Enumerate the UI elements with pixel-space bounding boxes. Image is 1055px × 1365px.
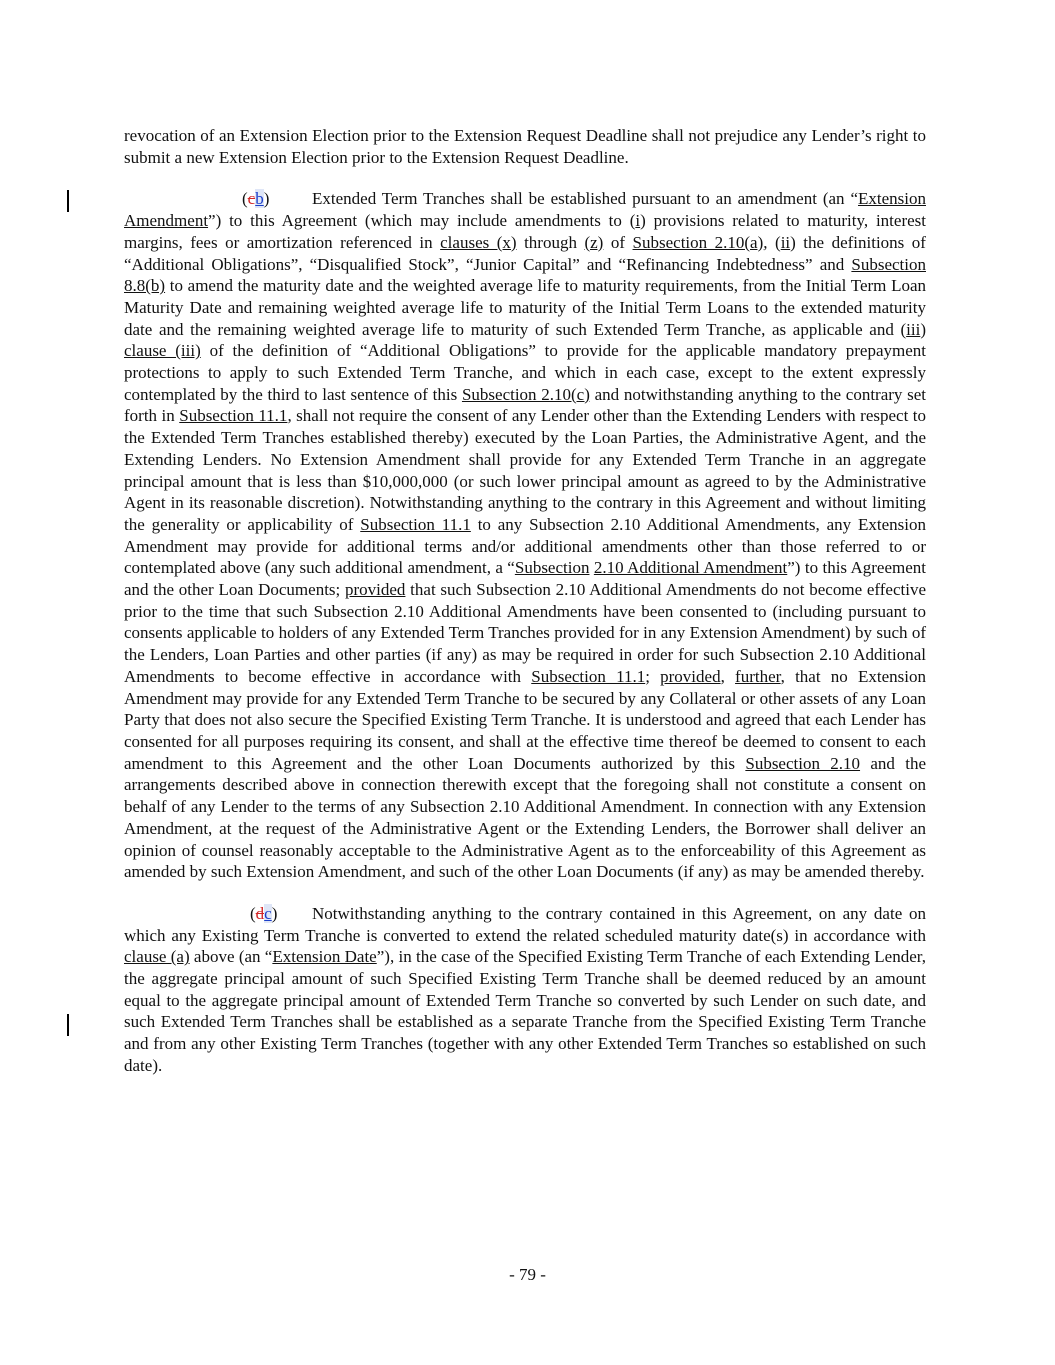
paragraph-continuation: revocation of an Extension Election prior to the Extension Request Deadline shall not prejudice any Lender’s right to submit a new Extension Election prior to the Extension Request Deadline. bbox=[124, 126, 926, 167]
cross-reference: Subsection 2.10 bbox=[745, 753, 861, 773]
cross-reference: (z) bbox=[584, 232, 604, 252]
change-bar-paragraph-b bbox=[67, 190, 69, 212]
term-extension-date: Extension Date bbox=[272, 947, 377, 967]
change-bar-paragraph-c bbox=[67, 1014, 69, 1036]
document-page bbox=[124, 125, 926, 1077]
cross-reference: Subsection 2.10(c) bbox=[461, 384, 590, 404]
inserted-letter: b bbox=[255, 189, 264, 209]
deleted-letter: d bbox=[255, 903, 265, 923]
deleted-letter: c bbox=[247, 189, 256, 209]
cross-reference: Subsection 11.1 bbox=[531, 666, 646, 686]
cross-reference: Subsection 2.10(a) bbox=[632, 232, 764, 252]
paragraph-c: (dc) Notwithstanding anything to the contrary contained in this Agreement, on any date on which any Existing Term Tranche is converted to extend the related scheduled maturity date(s) in accordance with clause (a) above (an “Extension Date”), in the case of the Specified Existing Term Tranche of each Extending Lender, the aggregate principal amount of such Specified Existing Term Tranche shall be deemed reduced by an amount equal to the aggregate principal amount of Extended Term Tranche so converted by such Lender on such date, and such Extended Term Tranches shall be established as a separate Tranche from the Specified Existing Term Tranche and from any other Existing Term Tranches (together with any other Extended Term Tranches so established on such date). bbox=[124, 903, 926, 1075]
cross-reference: clause (iii) bbox=[124, 341, 201, 361]
cross-reference: clauses (x) bbox=[440, 232, 517, 252]
inserted-letter: c bbox=[264, 903, 272, 923]
cross-reference: clause (a) bbox=[124, 947, 190, 967]
cross-reference: Subsection 11.1 bbox=[179, 406, 288, 426]
cross-reference: Subsection 11.1 bbox=[360, 514, 471, 534]
term-additional-amendment: 2.10 Additional Amendment bbox=[593, 558, 788, 578]
cross-reference: Subsection 8.8(b) bbox=[124, 254, 926, 296]
term-extension-amendment: Extension Amendment bbox=[124, 189, 926, 231]
page-number: - 79 - bbox=[509, 1265, 546, 1284]
paragraph-b: (cb) Extended Term Tranches shall be established pursuant to an amendment (an “Extension Amendment”) to this Agreement (which may include amendments to (i) provisions related to maturity, interest margins, fees or amortization referenced in clauses (x) through (z) of Subsection 2.10(a), (ii) the definitions of “Additional Obligations”, “Disqualified Stock”, “Junior Capital” and “Refinancing Indebtedness” and Subsection 8.8(b) to amend the maturity date and the weighted average life to maturity requirements, from the Initial Term Loan Maturity Date and remaining weighted average life to maturity of the Initial Term Loans to the extended maturity date and the remaining weighted average life to maturity of such Extended Term Tranche, as applicable and (iii) clause (iii) of the definition of “Additional Obligations” to provide for the applicable mandatory prepayment protections to apply to such Extended Term Tranche, and which in each case, except to the extent expressly contemplated by the third to last sentence of this Subsection 2.10(c) and notwithstanding anything to the contrary set forth in Subsection 11.1, shall not require the consent of any Lender other than the Extending Lenders with respect to the Extended Term Tranches established thereby) executed by the Loan Parties, the Administrative Agent, and the Extending Lenders. No Extension Amendment shall provide for any Extended Term Tranche in an aggregate principal amount that is less than $10,000,000 (or such lower principal amount as agreed to by the Administrative Agent in its reasonable discretion). Notwithstanding anything to the contrary in this Agreement and without limiting the generality or applicability of Subsection 11.1 to any Subsection 2.10 Additional Amendments, any Extension Amendment may provide for additional terms and/or additional amendments other than those referred to or contemplated above (any such additional amendment, a “Subsection 2.10 Additional Amendment”) to this Agreement and the other Loan Documents; provided that such Subsection 2.10 Additional Amendments do not become effective prior to the time that such Subsection 2.10 Additional Amendments have been consented to (including pursuant to consents applicable to holders of any Extended Term Tranches provided for in any Extension Amendment) by such of the Lenders, Loan Parties and other parties (if any) as may be required in order for such Subsection 2.10 Additional Amendments to become effective in accordance with Subsection 11.1; provided, further, that no Extension Amendment may provide for any Extended Term Tranche to be secured by any Collateral or other assets of any Loan Party that does not also secure the Specified Existing Term Tranche. It is understood and agreed that each Lender has consented for all purposes requiring its consent, and shall at the effective time thereof be deemed to consent to each amendment to this Agreement and the other Loan Documents authorized by this Subsection 2.10 and the arrangements described above in connection therewith except that the foregoing shall not constitute a consent on behalf of any Lender to the terms of any Subsection 2.10 Additional Amendment. In connection with any Extension Amendment, at the request of the Administrative Agent or the Extending Lenders, the Borrower shall deliver an opinion of counsel reasonably acceptable to the Administrative Agent as to the enforceability of this Agreement as amended by such Extension Amendment, and such of the other Loan Documents (if any) as may be amended thereby. bbox=[124, 189, 927, 882]
